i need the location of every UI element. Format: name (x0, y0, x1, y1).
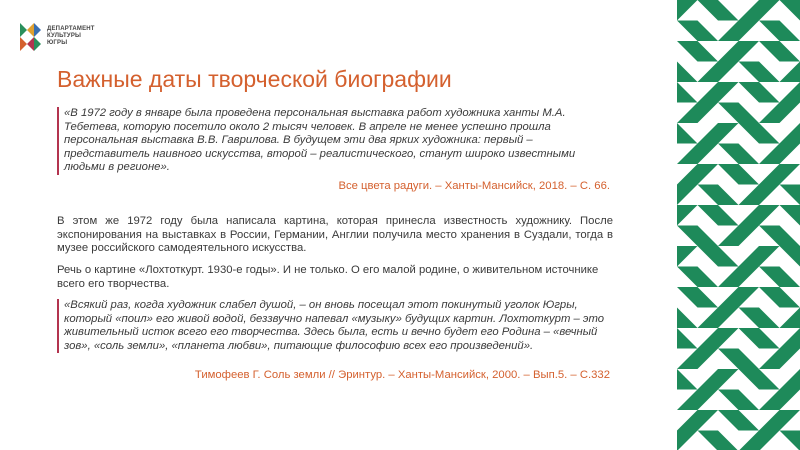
pattern-triangle (739, 246, 760, 267)
pattern-triangle (780, 0, 800, 21)
pattern-triangle (718, 103, 739, 124)
pattern-triangle (698, 287, 719, 308)
pattern-triangle (677, 287, 698, 308)
pattern-triangle (759, 410, 780, 431)
pattern-triangle (759, 123, 780, 144)
pattern-triangle (739, 123, 760, 144)
pattern-triangle (698, 205, 719, 226)
pattern-triangle (739, 62, 760, 83)
pattern-triangle (739, 0, 760, 21)
decorative-triangle-pattern (677, 0, 800, 450)
pattern-triangle (677, 82, 698, 103)
pattern-triangle (698, 123, 719, 144)
pattern-triangle (780, 410, 800, 431)
quote-source-1: Все цвета радуги. – Ханты-Мансийск, 2018. – С. 66. (338, 180, 610, 192)
pattern-triangle (698, 41, 719, 62)
pattern-triangle (698, 21, 719, 42)
pattern-triangle (759, 62, 780, 83)
pattern-triangle (718, 431, 739, 450)
pattern-triangle (759, 164, 780, 185)
pattern-triangle (759, 267, 780, 288)
pattern-triangle (698, 410, 719, 431)
pattern-triangle (698, 185, 719, 206)
pattern-triangle (677, 41, 698, 62)
pattern-triangle (698, 267, 719, 288)
logo-text (47, 26, 95, 47)
pattern-triangle (739, 41, 760, 62)
pattern-triangle (739, 369, 760, 390)
pattern-triangle (698, 390, 719, 411)
pattern-triangle (759, 431, 780, 450)
pattern-triangle (677, 390, 698, 411)
pattern-triangle (677, 246, 698, 267)
pattern-triangle (759, 21, 780, 42)
pattern-triangle (677, 21, 698, 42)
pattern-triangle (718, 267, 739, 288)
pattern-triangle (698, 369, 719, 390)
pattern-triangle (759, 41, 780, 62)
pattern-triangle (780, 349, 800, 370)
pattern-triangle (739, 144, 760, 165)
pattern-triangle (739, 287, 760, 308)
pattern-triangle (739, 103, 760, 124)
pattern-triangle (739, 390, 760, 411)
pattern-triangle (759, 287, 780, 308)
pattern-triangle (718, 390, 739, 411)
pattern-triangle (739, 308, 760, 329)
pattern-triangle (677, 185, 698, 206)
pattern-triangle (677, 164, 698, 185)
pattern-triangle (739, 410, 760, 431)
pattern-triangle (698, 308, 719, 329)
pattern-triangle (780, 308, 800, 329)
pattern-triangle (677, 431, 698, 450)
pattern-triangle (677, 308, 698, 329)
pattern-triangle (759, 390, 780, 411)
pattern-triangle (718, 185, 739, 206)
pattern-triangle (739, 267, 760, 288)
pattern-triangle (759, 328, 780, 349)
pattern-triangle (718, 369, 739, 390)
quote-source-2: Тимофеев Г. Соль земли // Эринтур. – Ханты-Мансийск, 2000. – Вып.5. – С.332 (194, 369, 610, 381)
pattern-triangle (739, 349, 760, 370)
pattern-triangle (759, 246, 780, 267)
pattern-triangle (739, 205, 760, 226)
pattern-triangle (739, 185, 760, 206)
pattern-triangle (739, 431, 760, 450)
pattern-triangle (759, 205, 780, 226)
pattern-triangle (718, 0, 739, 21)
pattern-triangle (698, 349, 719, 370)
pattern-triangle (739, 21, 760, 42)
pattern-triangle (677, 410, 698, 431)
pattern-triangle (780, 287, 800, 308)
pattern-triangle (718, 205, 739, 226)
pattern-triangle (780, 185, 800, 206)
pattern-triangle (698, 144, 719, 165)
pattern-triangle (698, 82, 719, 103)
pattern-triangle (718, 226, 739, 247)
pattern-triangle (780, 41, 800, 62)
pattern-triangle (677, 0, 698, 21)
pattern-triangle (739, 82, 760, 103)
pattern-triangle (698, 62, 719, 83)
pattern-triangle (759, 144, 780, 165)
pattern-triangle (677, 144, 698, 165)
pattern-triangle (739, 328, 760, 349)
pattern-triangle (718, 62, 739, 83)
pattern-triangle (677, 349, 698, 370)
pattern-triangle (759, 369, 780, 390)
pattern-triangle (759, 82, 780, 103)
pattern-triangle (718, 410, 739, 431)
paragraph-2: Речь о картине «Лохтоткурт. 1930-е годы». И не только. О его малой родине, о живительном источнике всего его творчества. (57, 264, 599, 290)
pattern-triangle (698, 103, 719, 124)
pattern-triangle (780, 144, 800, 165)
pattern-triangle (780, 123, 800, 144)
pattern-triangle (780, 328, 800, 349)
pattern-triangle (698, 226, 719, 247)
pattern-triangle (718, 82, 739, 103)
logo-emblem-icon (18, 19, 46, 55)
pattern-triangle (759, 226, 780, 247)
pattern-triangle (780, 205, 800, 226)
pattern-triangle (698, 164, 719, 185)
pattern-triangle (677, 369, 698, 390)
pattern-triangle (759, 103, 780, 124)
pattern-triangle (698, 0, 719, 21)
pattern-triangle (780, 62, 800, 83)
logo-line-3: ЮГРЫ (47, 40, 68, 46)
pattern-triangle (780, 369, 800, 390)
pattern-triangle (677, 328, 698, 349)
logo-line-2: КУЛЬТУРЫ (47, 33, 82, 39)
page-title: Важные даты творческой биографии (57, 66, 452, 92)
pattern-triangle (780, 103, 800, 124)
pattern-triangle (698, 246, 719, 267)
pattern-triangle (718, 41, 739, 62)
pattern-triangle (759, 308, 780, 329)
department-logo (18, 19, 98, 55)
pattern-triangle (718, 349, 739, 370)
pattern-triangle (677, 267, 698, 288)
pattern-triangle (718, 287, 739, 308)
pattern-triangle (718, 123, 739, 144)
pattern-triangle (780, 164, 800, 185)
pattern-triangle (677, 123, 698, 144)
logo-line-1: ДЕПАРТАМЕНТ (47, 26, 95, 32)
quote-block-2: «Всякий раз, когда художник слабел душой, – он вновь посещал этот покинутый уголок Югры, который «поил» его живой водой, беззвучно напевал «музыку» будущих картин. Лохтоткурт – это живительный исток всего его творчества. Здесь была, есть и вечно будет его Родина – «вечный зов», «соль земли», «планета любви», питающие философию всех его произведений». (57, 299, 614, 353)
pattern-triangle (718, 21, 739, 42)
pattern-triangle (698, 328, 719, 349)
pattern-triangle (718, 308, 739, 329)
pattern-triangle (759, 185, 780, 206)
pattern-triangle (780, 267, 800, 288)
pattern-triangle (780, 226, 800, 247)
pattern-triangle (718, 246, 739, 267)
pattern-triangle (718, 328, 739, 349)
pattern-triangle (780, 390, 800, 411)
pattern-triangle (718, 164, 739, 185)
pattern-triangle (677, 226, 698, 247)
pattern-triangle (780, 21, 800, 42)
quote-block-1: «В 1972 году в январе была проведена персональная выставка работ художника ханты М.А. Тебетева, которую посетило около 2 тысяч человек. В апреле не менее успешно прошла персональная выставка В.В. Гаврилова. В будущем эти два ярких художника: первый – представитель наивного искусства, второй – реалистического, станут широко известными людьми в регионе». (57, 107, 614, 175)
pattern-triangle (780, 82, 800, 103)
pattern-triangle (759, 0, 780, 21)
pattern-triangle (677, 62, 698, 83)
pattern-triangle (759, 349, 780, 370)
pattern-triangle (780, 431, 800, 450)
paragraph-1: В этом же 1972 году была написала картина, которая принесла известность художнику. После экспонирования на выставках в России, Германии, Англии получила место хранения в Суздали, тогда в музее российского самодеятельного искусства. (57, 215, 613, 255)
pattern-triangle (739, 226, 760, 247)
pattern-triangle (739, 164, 760, 185)
pattern-triangle (718, 144, 739, 165)
pattern-triangle (780, 246, 800, 267)
pattern-triangle (698, 431, 719, 450)
pattern-triangle (677, 205, 698, 226)
pattern-triangle (677, 103, 698, 124)
